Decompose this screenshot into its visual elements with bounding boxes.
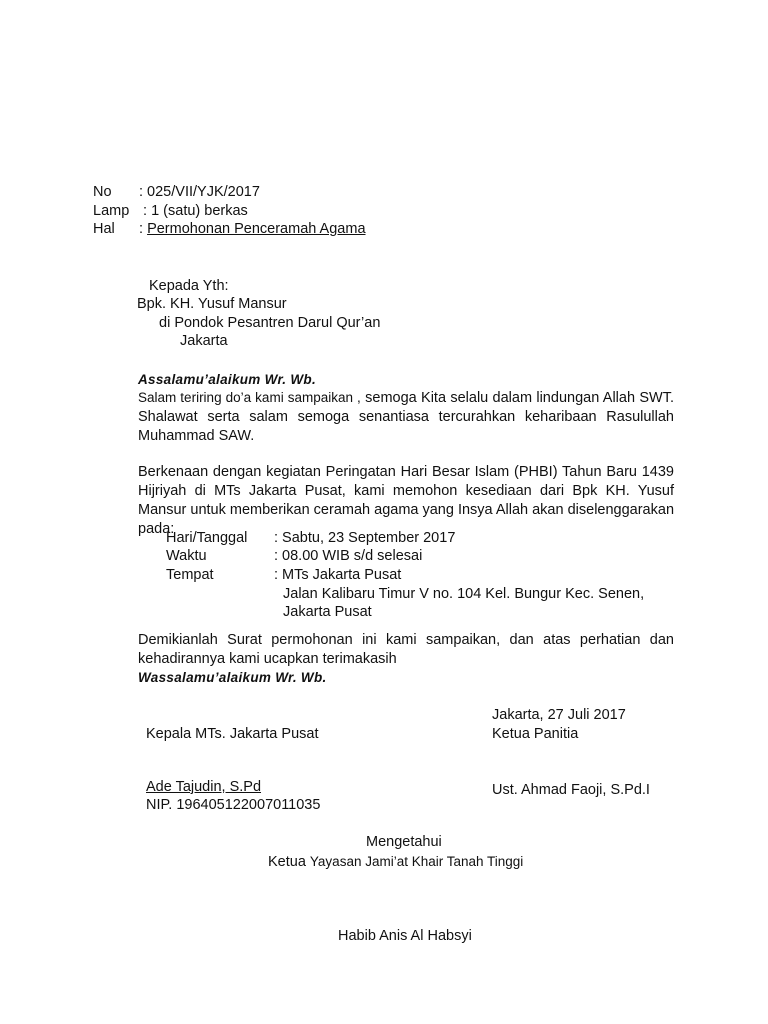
meta-no-value: : 025/VII/YJK/2017	[139, 184, 260, 200]
detail-date-value: : Sabtu, 23 September 2017	[274, 530, 456, 546]
meta-lamp-label: Lamp	[93, 203, 130, 219]
detail-place-value: : MTs Jakarta Pusat	[274, 567, 402, 583]
paragraph-opening-rest: semoga Kita selalu dalam lindungan Allah SWT. Shalawat serta salam semoga senantiasa tercurahkan keharibaan Rasulullah Muhammad SAW.	[138, 390, 674, 444]
recipient-line1: Kepada Yth:	[149, 278, 229, 294]
meta-hal-label: Hal	[93, 221, 115, 237]
detail-date-label: Hari/Tanggal	[166, 530, 248, 546]
paragraph-request: Berkenaan dengan kegiatan Peringatan Hari Besar Islam (PHBI) Tahun Baru 1439 Hijriyah di MTs Jakarta Pusat, kami memohon kesediaan dari Bpk KH. Yusuf Mansur untuk memberikan ceramah agama yang Insya Allah akan diselenggarakan pada:	[138, 464, 675, 537]
opening-greeting: Assalamu’alaikum Wr. Wb.	[138, 372, 317, 387]
detail-address-line2: Jakarta Pusat	[283, 604, 372, 620]
meta-hal-value: Permohonan Penceramah Agama	[147, 221, 366, 237]
acknowledge-name: Habib Anis Al Habsyi	[338, 928, 472, 944]
paragraph-closing: Demikianlah Surat permohonan ini kami sampaikan, dan atas perhatian dan kehadirannya kami ucapkan terimakasih	[138, 632, 674, 667]
acknowledge-title-rest: Yayasan Jami’at Khair Tanah Tinggi	[309, 854, 524, 869]
meta-hal-row	[93, 220, 366, 239]
detail-time-label: Waktu	[166, 548, 207, 564]
signature-left-nip: NIP. 196405122007011035	[146, 797, 321, 813]
signature-left-title: Kepala MTs. Jakarta Pusat	[146, 726, 319, 742]
detail-time-row	[166, 547, 422, 566]
detail-date-row	[166, 529, 455, 548]
meta-lamp-value: : 1 (satu) berkas	[139, 203, 248, 219]
recipient-line4: Jakarta	[180, 333, 228, 349]
signature-right-name: Ust. Ahmad Faoji, S.Pd.I	[492, 782, 650, 798]
acknowledge-label: Mengetahui	[366, 834, 442, 850]
detail-place-row	[166, 566, 401, 585]
signature-left-name: Ade Tajudin, S.Pd	[146, 779, 262, 795]
detail-address-line1: Jalan Kalibaru Timur V no. 104 Kel. Bungur Kec. Senen,	[283, 586, 645, 602]
closing-greeting: Wassalamu’alaikum Wr. Wb.	[138, 670, 327, 685]
meta-lamp-row	[93, 202, 248, 221]
acknowledge-title-prefix: Ketua	[268, 854, 310, 870]
detail-place-label: Tempat	[166, 567, 214, 583]
paragraph-opening	[138, 388, 674, 446]
paragraph-opening-lead: Salam teriring do’a kami sampaikan ,	[138, 390, 361, 405]
meta-hal-prefix: :	[139, 221, 148, 237]
meta-no-label: No	[93, 184, 112, 200]
signature-right-title: Ketua Panitia	[492, 726, 579, 742]
detail-time-value: : 08.00 WIB s/d selesai	[274, 548, 423, 564]
recipient-line3: di Pondok Pesantren Darul Qur’an	[159, 315, 381, 331]
meta-no-row	[93, 183, 260, 202]
acknowledge-title	[268, 852, 523, 872]
signature-place-date: Jakarta, 27 Juli 2017	[492, 707, 626, 723]
recipient-line2: Bpk. KH. Yusuf Mansur	[137, 296, 287, 312]
